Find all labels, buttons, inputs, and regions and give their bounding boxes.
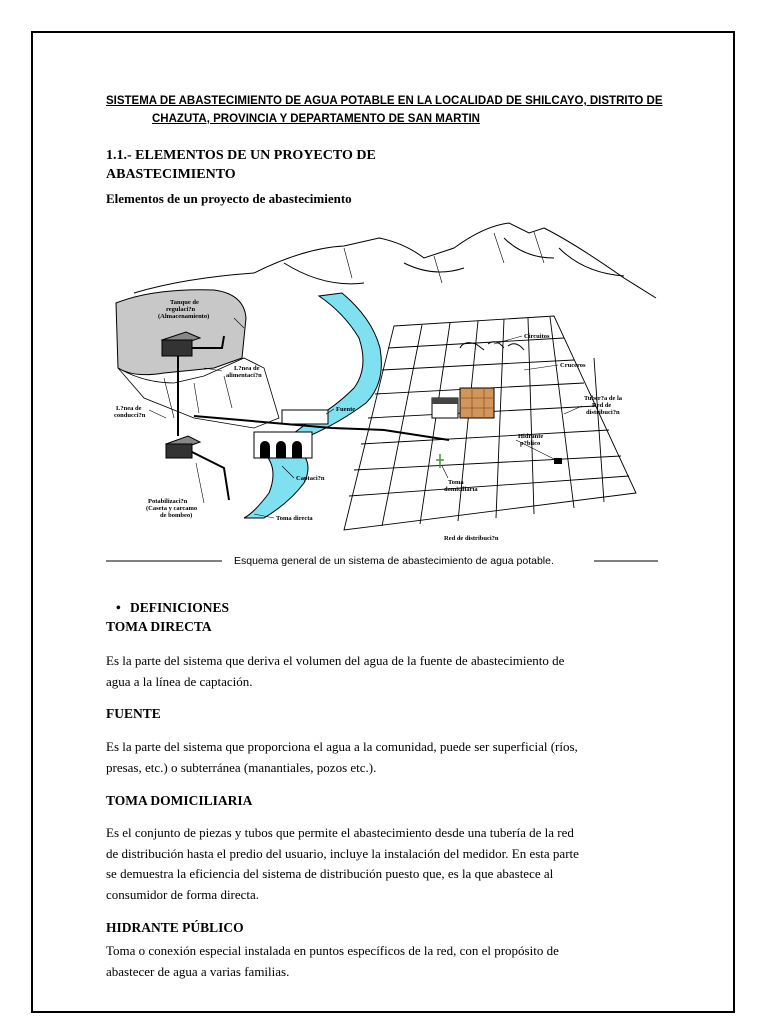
definition-text: Toma o conexión especial instalada en puntos específicos de la red, con el propósito de abastecer de agua a varias familias.	[106, 943, 559, 979]
definitions-heading-label: DEFINICIONES	[130, 600, 230, 615]
label-linea-conduccion-2: conducci?n	[114, 412, 146, 419]
title-line-2: CHAZUTA, PROVINCIA Y DEPARTAMENTO DE SAN MARTIN	[152, 113, 480, 125]
figure-caption: Esquema general de un sistema de abastecimiento de agua potable.	[234, 555, 554, 567]
definition-text: Es el conjunto de piezas y tubos que permite el abastecimiento desde una tubería de la red de distribución hasta el predio del usuario, incluye la instalación del medidor. En esta parte se demuestra la eficiencia del sistema de distribución puesto que, es la que abastece al consumidor de forma directa.	[106, 825, 579, 902]
label-linea-alimentacion-1: L?nea de	[234, 365, 260, 372]
label-tuberia-1: Tuber?a de la	[584, 395, 623, 402]
label-tuberia-3: distribuci?n	[586, 409, 620, 416]
houses	[432, 388, 494, 418]
section-heading-line-2: ABASTECIMIENTO	[106, 167, 236, 182]
captacion-structure	[254, 432, 312, 458]
water-system-diagram	[104, 218, 660, 584]
label-linea-alimentacion-2: alimentaci?n	[226, 372, 262, 379]
section-heading	[106, 146, 526, 184]
pump-house	[166, 436, 200, 458]
label-fuente: Fuente	[336, 406, 356, 413]
label-potabilizacion-3: de bombeo)	[160, 512, 193, 519]
label-hidrante-2: p?blico	[520, 440, 541, 447]
document-title	[106, 92, 666, 128]
definition-text: Es la parte del sistema que proporciona el agua a la comunidad, puede ser superficial (ríos, presas, etc.) o subterránea (manantiales, pozos etc.).	[106, 739, 578, 775]
label-potabilizacion-2: (Caseta y carcamo	[146, 505, 198, 512]
figure-heading: Elementos de un proyecto de abastecimiento	[106, 191, 352, 206]
label-tuberia-2: Red de	[592, 402, 612, 409]
mountain-range	[134, 223, 656, 298]
label-cruceros: Cruceros	[560, 362, 586, 369]
label-tanque: Tanque de	[170, 299, 199, 306]
label-almacenamiento: (Almacenamiento)	[158, 313, 210, 320]
definition-term: TOMA DOMICILIARIA	[106, 793, 253, 808]
bullet-icon: •	[116, 600, 121, 615]
label-potabilizacion-1: Potabilizaci?n	[148, 498, 188, 505]
label-captacion: Captaci?n	[296, 475, 325, 482]
definitions-heading	[116, 600, 230, 616]
label-toma-domiciliaria-2: domiciliaria	[444, 486, 478, 493]
label-linea-conduccion-1: L?nea de	[116, 405, 142, 412]
label-toma-directa: Toma directa	[276, 515, 313, 522]
definition-term: FUENTE	[106, 706, 161, 721]
distribution-grid	[344, 316, 636, 530]
label-toma-domiciliaria-1: Toma	[448, 479, 464, 486]
definition-term: TOMA DIRECTA	[106, 619, 212, 634]
section-heading-line-1: 1.1.- ELEMENTOS DE UN PROYECTO DE	[106, 148, 376, 163]
label-circuitos: Circuitos	[524, 333, 550, 340]
label-hidrante-1: Hidrante	[518, 433, 544, 440]
title-line-1: SISTEMA DE ABASTECIMIENTO DE AGUA POTABLE EN LA LOCALIDAD DE SHILCAYO, DISTRITO DE	[106, 95, 663, 107]
label-regulacion: regulaci?n	[166, 306, 196, 313]
definition-text: Es la parte del sistema que deriva el volumen del agua de la fuente de abastecimiento de agua a la línea de captación.	[106, 653, 565, 689]
label-red-distribucion: Red de distribuci?n	[444, 535, 499, 542]
definition-term: HIDRANTE PÚBLICO	[106, 920, 244, 935]
hydrant-icon	[554, 458, 562, 464]
